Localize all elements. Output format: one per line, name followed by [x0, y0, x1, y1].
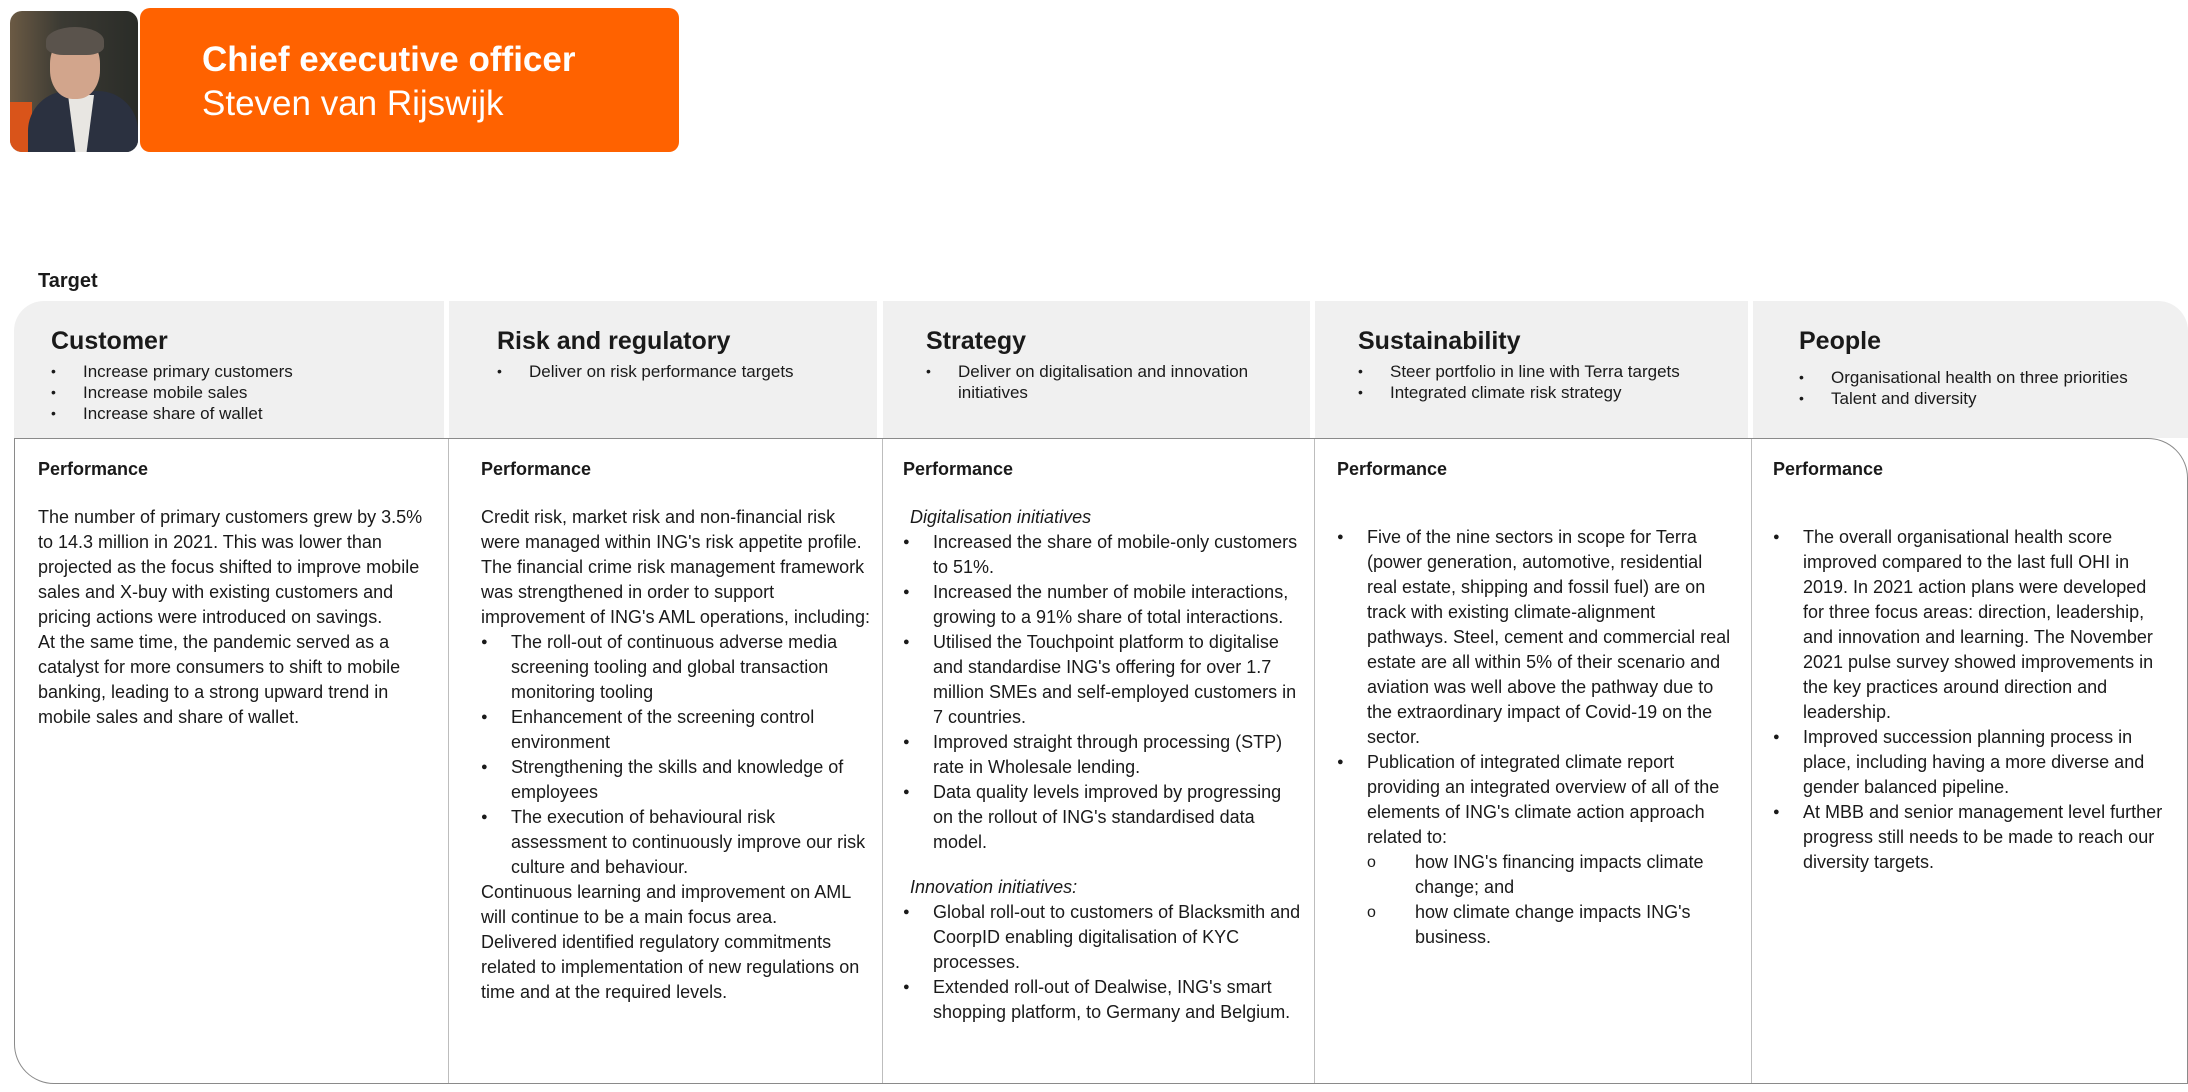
- performance-list: [903, 530, 1303, 855]
- spacer: [903, 855, 1303, 875]
- performance-column-people: [1773, 439, 2168, 1083]
- target-column-people: [1753, 301, 2188, 438]
- performance-item: ● Improved succession planning process in place, including having a more diverse and gender balanced pipeline.: [1773, 725, 2168, 800]
- target-list: [1799, 367, 2188, 409]
- performance-item: ● The overall organisational health score improved compared to the last full OHI in 2019. In 2021 action plans were developed for three focus areas: direction, leadership, and innovation and learning. The November 2021 pulse survey showed improvements in the key practices around direction and leadership.: [1773, 525, 2168, 725]
- performance-item: ● Extended roll-out of Dealwise, ING's smart shopping platform, to Germany and Belgium.: [903, 975, 1303, 1025]
- performance-label: Performance: [38, 459, 149, 479]
- target-item: • Deliver on risk performance targets: [497, 361, 857, 382]
- performance-label: Performance: [1337, 459, 1448, 479]
- target-list: [1358, 361, 1728, 403]
- column-divider: [882, 439, 883, 1083]
- column-divider: [1314, 439, 1315, 1083]
- column-divider: [1751, 439, 1752, 1083]
- target-column-customer: [14, 301, 444, 438]
- performance-label: Performance: [1773, 459, 1884, 479]
- performance-subheading: Innovation initiatives:: [910, 877, 1078, 897]
- performance-list: [1773, 525, 2168, 875]
- target-column-strategy: [883, 301, 1310, 438]
- performance-body: [481, 505, 876, 1005]
- performance-item: ● Five of the nine sectors in scope for Terra (power generation, automotive, residential real estate, shipping and fossil fuel) are on track with existing climate-alignment pathways. Steel, cement and commercial real estate are all within 5% of their scenario and aviation was well above the pathway due to the extraordinary impact of Covid-19 on the sector.: [1337, 525, 1737, 750]
- target-item: • Steer portfolio in line with Terra targets: [1358, 361, 1728, 382]
- performance-paragraph: At the same time, the pandemic served as a catalyst for more consumers to shift to mobile banking, leading to a strong upward trend in mobile sales and share of wallet.: [38, 632, 401, 727]
- ceo-photo: [10, 11, 138, 152]
- performance-label: Performance: [481, 459, 592, 479]
- target-column-risk-and-regulatory: [449, 301, 877, 438]
- performance-item: ● Utilised the Touchpoint platform to digitalise and standardise ING's offering for over 1.7 million SMEs and self-employed customers in 7 countries.: [903, 630, 1303, 730]
- targets-row: [14, 301, 2188, 438]
- performance-item: ● Strengthening the skills and knowledge of employees: [481, 755, 876, 805]
- target-item: • Increase mobile sales: [51, 382, 431, 403]
- performance-column-strategy: [903, 439, 1303, 1083]
- performance-paragraph: The number of primary customers grew by 3.5% to 14.3 million in 2021. This was lower than projected as the focus shifted to improve mobile sales and X-buy with existing customers and pricing actions were introduced on savings.: [38, 507, 423, 627]
- target-column-title: Customer: [51, 327, 168, 355]
- target-item: • Increase primary customers: [51, 361, 431, 382]
- performance-item: ● Global roll-out to customers of Blacksmith and CoorpID enabling digitalisation of KYC processes.: [903, 900, 1303, 975]
- target-list: [926, 361, 1266, 403]
- performance-subitem: o how ING's financing impacts climate change; and: [1337, 850, 1737, 900]
- performance-item: ● Publication of integrated climate report providing an integrated overview of all of the elements of ING's climate action approach related to:: [1337, 750, 1737, 850]
- performance-list: [481, 630, 876, 880]
- performance-column-risk-and-regulatory: [481, 439, 876, 1083]
- target-item: • Organisational health on three priorities: [1799, 367, 2188, 388]
- performance-item: ● Increased the share of mobile-only customers to 51%.: [903, 530, 1303, 580]
- performance-item: ● At MBB and senior management level further progress still needs to be made to reach our diversity targets.: [1773, 800, 2168, 875]
- performance-box: [14, 438, 2188, 1084]
- performance-paragraph: Continuous learning and improvement on AML will continue to be a main focus area.: [481, 882, 851, 927]
- performance-label: Performance: [903, 459, 1014, 479]
- performance-item: ● The execution of behavioural risk assessment to continuously improve our risk culture and behaviour.: [481, 805, 876, 880]
- target-column-title: Risk and regulatory: [497, 327, 731, 355]
- performance-list: [1337, 525, 1737, 950]
- performance-list: [903, 900, 1303, 1025]
- performance-column-sustainability: [1337, 439, 1737, 1083]
- performance-subitem: o how climate change impacts ING's business.: [1337, 900, 1737, 950]
- target-item: • Increase share of wallet: [51, 403, 431, 424]
- target-column-title: People: [1799, 327, 1881, 355]
- target-heading: Target: [38, 270, 98, 292]
- performance-item: ● Increased the number of mobile interactions, growing to a 91% share of total interactions.: [903, 580, 1303, 630]
- person-name: Steven van Rijswijk: [202, 84, 504, 123]
- performance-body: [1773, 505, 2168, 875]
- target-column-title: Sustainability: [1358, 327, 1521, 355]
- performance-item: ● Improved straight through processing (STP) rate in Wholesale lending.: [903, 730, 1303, 780]
- column-divider: [448, 439, 449, 1083]
- role-title: Chief executive officer: [202, 40, 576, 79]
- performance-body: [38, 505, 438, 730]
- target-column-sustainability: [1315, 301, 1748, 438]
- performance-item: ● Enhancement of the screening control environment: [481, 705, 876, 755]
- target-item: • Deliver on digitalisation and innovation initiatives: [926, 361, 1266, 403]
- performance-paragraph: Delivered identified regulatory commitments related to implementation of new regulations on time and at the required levels.: [481, 932, 860, 1002]
- performance-subheading: Digitalisation initiatives: [910, 507, 1092, 527]
- target-column-title: Strategy: [926, 327, 1027, 355]
- performance-body: [1337, 505, 1737, 950]
- target-item: • Integrated climate risk strategy: [1358, 382, 1728, 403]
- performance-paragraph: Credit risk, market risk and non-financial risk were managed within ING's risk appetite profile.: [481, 507, 862, 552]
- photo-hair: [46, 27, 104, 55]
- target-item: • Talent and diversity: [1799, 388, 2188, 409]
- spacer: [1337, 505, 1737, 525]
- title-banner: [140, 8, 679, 152]
- performance-column-customer: [38, 439, 438, 1083]
- target-list: [51, 361, 431, 424]
- performance-body: [903, 505, 1303, 1025]
- spacer: [1773, 505, 2168, 525]
- performance-item: ● The roll-out of continuous adverse media screening tooling and global transaction monitoring tooling: [481, 630, 876, 705]
- performance-paragraph: The financial crime risk management framework was strengthened in order to support improvement of ING's AML operations, including:: [481, 557, 870, 627]
- target-list: [497, 361, 857, 382]
- performance-item: ● Data quality levels improved by progressing on the rollout of ING's standardised data model.: [903, 780, 1303, 855]
